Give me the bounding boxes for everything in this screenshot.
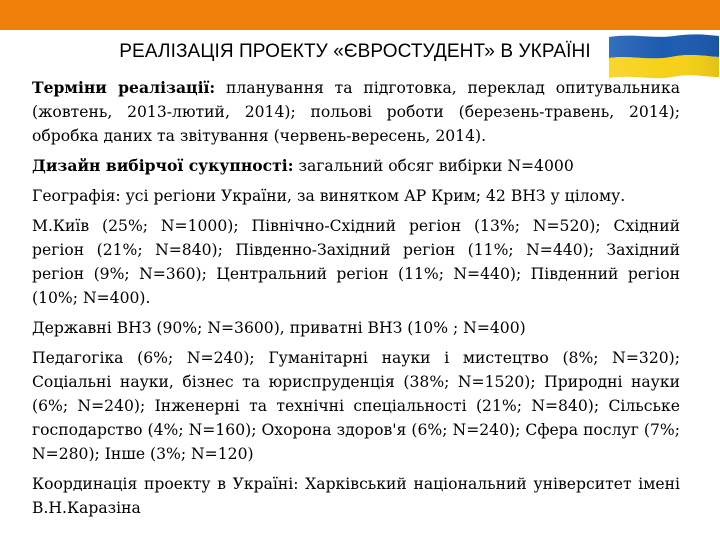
- paragraph-text: Координація проекту в Україні: Харківський національний університет імені В.Н.Каразіна: [32, 475, 680, 517]
- paragraph-regions: [32, 214, 680, 310]
- paragraph-label: Терміни реалізації:: [32, 78, 216, 97]
- paragraph-timeline: [32, 76, 680, 148]
- paragraph-coordination: [32, 472, 680, 520]
- slide-title: РЕАЛІЗАЦІЯ ПРОЕКТУ «ЄВРОСТУДЕНТ» В УКРАЇНІ: [119, 41, 591, 62]
- paragraph-sample-design: [32, 154, 680, 178]
- paragraph-university-type: [32, 316, 680, 340]
- paragraph-text: Педагогіка (6%; N=240); Гуманітарні науки і мистецтво (8%; N=320); Соціальні науки, бізнес та юриспруденція (38%; N=1520); Природні науки (6%; N=240); Інженерні та технічні спеціальності (21%; N=840); Сільське господарство (4%; N=160); Охорона здоров'я (6%; N=240); Сфера послуг (7%; N=280); Інше (3%; N=120): [32, 349, 680, 463]
- ukraine-flag-icon: [609, 33, 719, 79]
- paragraph-text: загальний обсяг вибірки N=4000: [293, 157, 574, 175]
- top-accent-bar: [0, 0, 720, 30]
- content-body: [32, 76, 680, 526]
- paragraph-text: Державні ВНЗ (90%; N=3600), приватні ВНЗ (10% ; N=400): [32, 319, 526, 337]
- paragraph-text: М.Київ (25%; N=1000); Північно-Східний регіон (13%; N=520); Східний регіон (21%; N=840); Південно-Західний регіон (11%; N=440); Західний регіон (9%; N=360); Центральний регіон (11%; N=440); Південний регіон (10%; N=400).: [32, 217, 680, 307]
- paragraph-text: Географія: усі регіони України, за винятком АР Крим; 42 ВНЗ у цілому.: [32, 187, 626, 205]
- paragraph-text: планування та підготовка, переклад опитувальника (жовтень, 2013-лютий, 2014); польові роботи (березень-травень, 2014); обробка даних та звітування (червень-вересень, 2014).: [32, 79, 680, 145]
- paragraph-label: Дизайн вибірчої сукупності:: [32, 156, 294, 175]
- paragraph-fields-of-study: [32, 346, 680, 466]
- paragraph-geography: [32, 184, 680, 208]
